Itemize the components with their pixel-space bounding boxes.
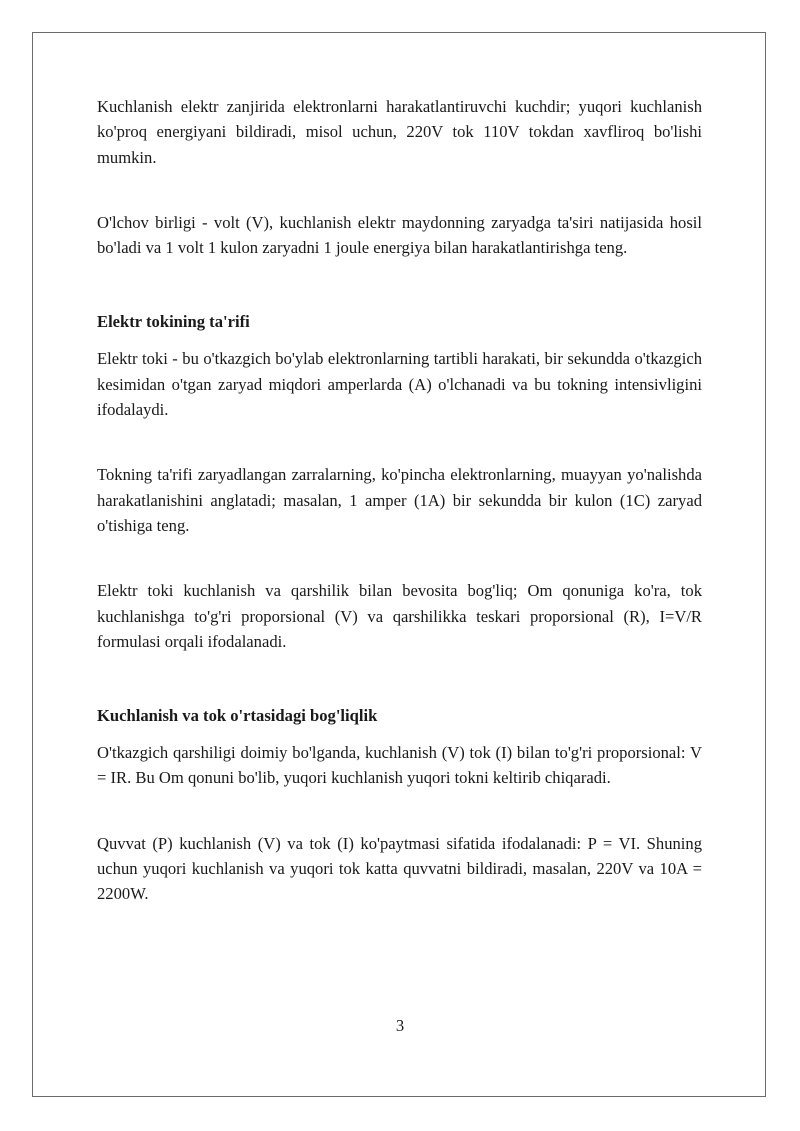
paragraph-power: Quvvat (P) kuchlanish (V) va tok (I) ko'paytmasi sifatida ifodalanadi: P = VI. Shuning uchun yuqori kuchlanish va yuqori tok katta quvvatni bildiradi, masalan, 220V va 10A = 2200W. xyxy=(97,833,702,904)
paragraph-current-direction: Tokning ta'rifi zaryadlangan zarralarning, ko'pincha elektronlarning, muayyan yo'nalishda harakatlanishini anglatadi; masalan, 1 amper (1A) bir sekundda bir kulon (1C) zaryad o'tishiga teng. xyxy=(97,465,702,535)
document-body xyxy=(97,94,702,907)
paragraph-volt-unit: O'lchov birligi - volt (V), kuchlanish elektr maydonning zaryadga ta'siri natijasida hosil bo'ladi va 1 volt 1 kulon zaryadni 1 joule energiya bilan harakatlantirishga teng. xyxy=(97,212,702,258)
section-heading-voltage-current-relation: Kuchlanish va tok o'rtasidagi bog'liqlik xyxy=(97,706,378,726)
page-number: 3 xyxy=(395,1016,405,1035)
paragraph-voltage-intro: Kuchlanish elektr zanjirida elektronlarni harakatlantiruvchi kuchdir; yuqori kuchlanish ko'proq energiyani bildiradi, misol uchun, 220V tok 110V tokdan xavfliroq bo'lishi mumkin. xyxy=(97,97,702,167)
paragraph-proportionality: O'tkazgich qarshiligi doimiy bo'lganda, kuchlanish (V) tok (I) bilan to'g'ri proporsional: V = IR. Bu Om qonuni bo'lib, yuqori kuchlanish yuqori tokni keltirib chiqaradi. xyxy=(97,743,702,788)
paragraph-current-definition: Elektr toki - bu o'tkazgich bo'ylab elektronlarning tartibli harakati, bir sekundda o'tkazgich kesimidan o'tgan zaryad miqdori amperlarda (A) o'lchanadi va bu tokning intensivligini ifodalaydi. xyxy=(97,349,702,420)
section-heading-current-definition: Elektr tokining ta'rifi xyxy=(97,312,250,332)
paragraph-ohms-law: Elektr toki kuchlanish va qarshilik bilan bevosita bog'liq; Om qonuniga ko'ra, tok kuchlanishga to'g'ri proporsional (V) va qarshilikka teskari proporsional (R), I=V/R formulasi orqali ifodalanadi. xyxy=(97,581,702,651)
